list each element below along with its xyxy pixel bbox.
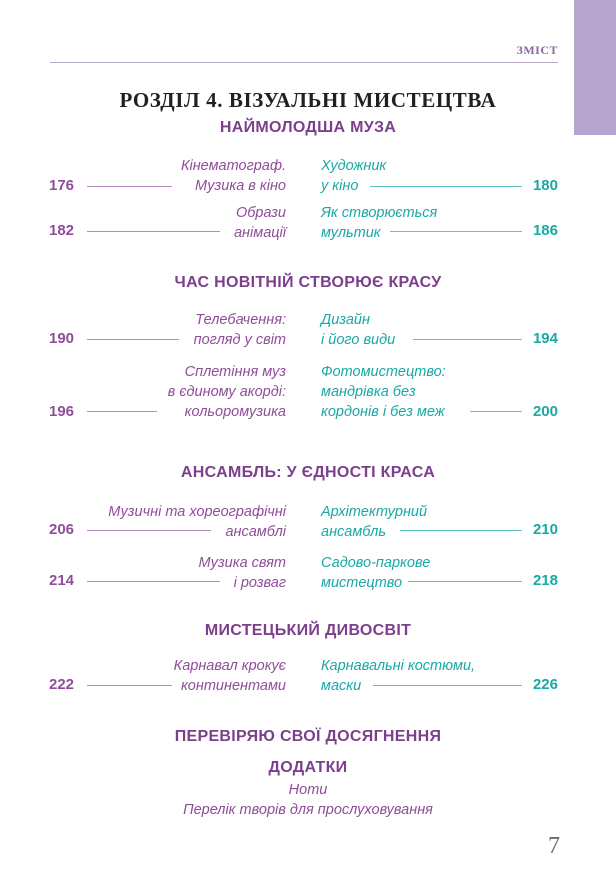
leader-line-left: [87, 685, 172, 686]
leader-line-left: [87, 339, 179, 340]
appendix-item[interactable]: Перелік творів для прослуховування: [183, 802, 433, 818]
toc-entry-right[interactable]: Як створюється мультик: [321, 205, 438, 241]
leader-line-left: [87, 186, 172, 187]
toc-entry-left[interactable]: Музика свят і розваг: [198, 555, 286, 591]
page-number-left[interactable]: 222: [49, 676, 75, 693]
review-title[interactable]: ПЕРЕВІРЯЮ СВОЇ ДОСЯГНЕННЯ: [174, 728, 442, 745]
appendix-item[interactable]: Ноти: [288, 782, 328, 798]
leader-line-right: [413, 339, 522, 340]
page-number-left[interactable]: 196: [49, 403, 75, 420]
page-number-right[interactable]: 186: [532, 222, 558, 239]
leader-line-right: [370, 186, 522, 187]
section-title: АНСАМБЛЬ: У ЄДНОСТІ КРАСА: [180, 464, 436, 481]
toc-entry-right[interactable]: Садово-паркове мистецтво: [321, 555, 431, 591]
leader-line-left: [87, 411, 157, 412]
leader-line-left: [87, 231, 220, 232]
toc-entry-right[interactable]: Архітектурний ансамбль: [321, 504, 428, 540]
header-label: ЗМІСТ: [516, 43, 558, 57]
toc-entry-left[interactable]: Образи анімації: [233, 205, 286, 241]
toc-entry-right[interactable]: Художник у кіно: [321, 158, 387, 194]
page-number-left[interactable]: 182: [49, 222, 75, 239]
toc-entry-left[interactable]: Карнавал крокує континентами: [173, 658, 286, 694]
appendix-title[interactable]: ДОДАТКИ: [268, 759, 348, 776]
section-title: МИСТЕЦЬКИЙ ДИВОСВІТ: [204, 622, 412, 639]
chapter-tab: [574, 0, 616, 135]
page-number-left[interactable]: 190: [49, 330, 75, 347]
leader-line-left: [87, 581, 220, 582]
toc-entry-left[interactable]: Музичні та хореографічні ансамблі: [108, 504, 286, 540]
toc-entry-right[interactable]: Карнавальні костюми, маски: [321, 658, 476, 694]
leader-line-right: [408, 581, 522, 582]
page-number-right[interactable]: 226: [532, 676, 558, 693]
page-number-right[interactable]: 210: [532, 521, 558, 538]
section-title: ЧАС НОВІТНІЙ СТВОРЮЄ КРАСУ: [174, 274, 442, 291]
leader-line-left: [87, 530, 211, 531]
leader-line-right: [400, 530, 522, 531]
header-rule: [50, 62, 558, 63]
page-number-right[interactable]: 218: [532, 572, 558, 589]
page-number-right[interactable]: 200: [532, 403, 558, 420]
page-number-right[interactable]: 194: [532, 330, 558, 347]
section-title: НАЙМОЛОДША МУЗА: [219, 119, 397, 136]
toc-entry-left[interactable]: Телебачення: погляд у світ: [193, 312, 286, 348]
leader-line-right: [390, 231, 522, 232]
page-number-left[interactable]: 214: [49, 572, 75, 589]
page-number: 7: [548, 833, 560, 859]
leader-line-right: [373, 685, 522, 686]
page-number-right[interactable]: 180: [532, 177, 558, 194]
toc-entry-right[interactable]: Фотомистецтво: мандрівка без кордонів і без меж: [321, 364, 446, 420]
toc-entry-left[interactable]: Кінематограф. Музика в кіно: [180, 158, 286, 194]
leader-line-right: [470, 411, 522, 412]
chapter-title: РОЗДІЛ 4. ВІЗУАЛЬНІ МИСТЕЦТВА: [119, 88, 497, 112]
page-number-left[interactable]: 176: [49, 177, 75, 194]
toc-entry-left[interactable]: Сплетіння муз в єдиному акорді: кольоромузика: [167, 364, 286, 420]
toc-entry-right[interactable]: Дизайн і його види: [321, 312, 396, 348]
page-number-left[interactable]: 206: [49, 521, 75, 538]
